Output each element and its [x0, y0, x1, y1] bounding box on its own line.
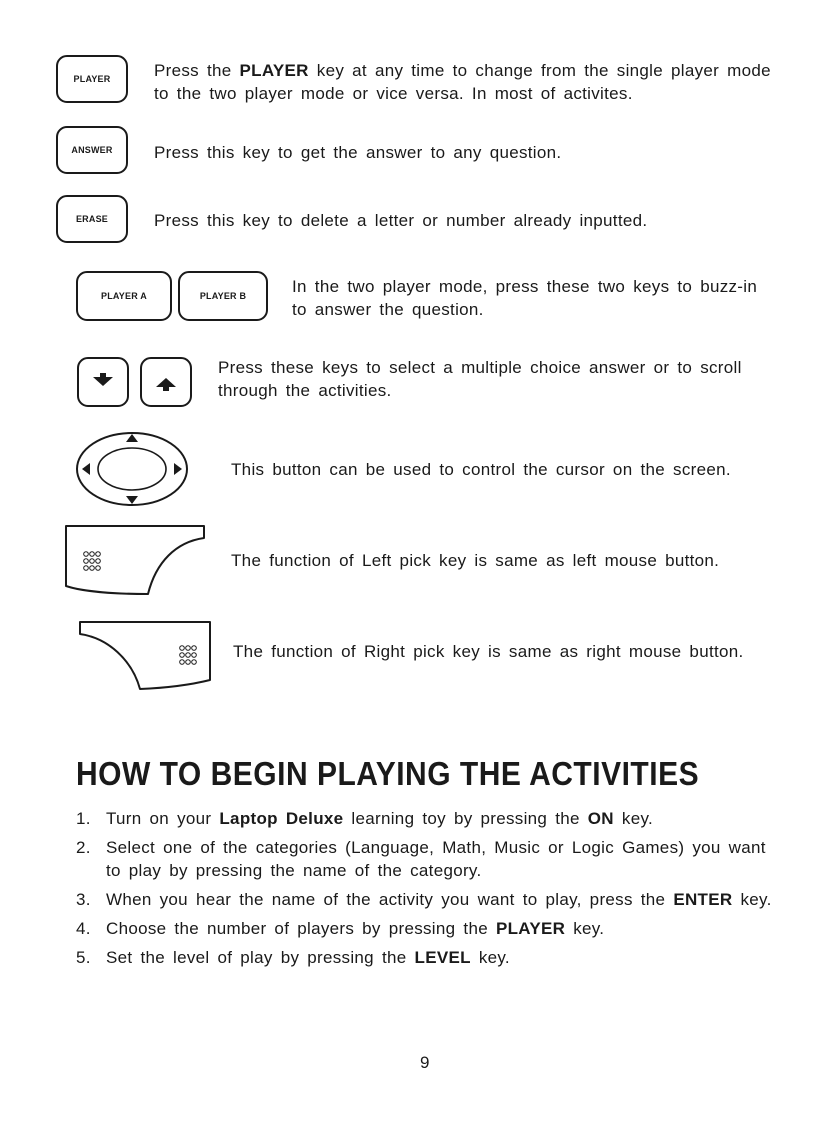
section-heading: HOW TO BEGIN PLAYING THE ACTIVITIES	[76, 756, 700, 793]
down-arrow-icon	[92, 373, 114, 391]
left-pick-description: The function of Left pick key is same as left mouse button.	[231, 551, 720, 570]
erase-key-label: ERASE	[75, 214, 108, 224]
right-pick-description: The function of Right pick key is same as right mouse button.	[233, 642, 744, 661]
list-item: 1. Turn on your Laptop Deluxe learning toy by pressing the ON key.	[76, 809, 654, 828]
up-arrow-key	[140, 357, 192, 407]
list-item: 3. When you hear the name of the activity you want to play, press the ENTER key.	[76, 890, 772, 909]
erase-key-description: Press this key to delete a letter or number already inputted.	[154, 211, 648, 230]
left-pick-key-icon	[58, 520, 214, 598]
down-arrow-key	[77, 357, 129, 407]
steps-list	[76, 807, 776, 975]
player-key-description: Press the PLAYER key at any time to change from the single player mode to the two player mode or vice versa. In most of activites.	[154, 61, 771, 103]
player-key	[56, 55, 128, 103]
up-arrow-icon	[155, 373, 177, 391]
erase-key	[56, 195, 128, 243]
player-a-key-label: PLAYER A	[101, 291, 147, 301]
answer-key-description: Press this key to get the answer to any question.	[154, 143, 562, 162]
cursor-pad-icon	[74, 430, 190, 508]
answer-key	[56, 126, 128, 174]
cursor-pad-description: This button can be used to control the cursor on the screen.	[231, 460, 731, 479]
answer-key-label: ANSWER	[71, 145, 113, 155]
player-b-key-label: PLAYER B	[199, 291, 247, 301]
player-b-key	[178, 271, 268, 321]
player-ab-description: In the two player mode, press these two keys to buzz-in to answer the question.	[292, 277, 758, 319]
list-item: 5. Set the level of play by pressing the LEVEL key.	[76, 948, 510, 967]
right-pick-key-icon	[76, 614, 216, 694]
arrow-keys-description: Press these keys to select a multiple choice answer or to scroll through the activities.	[218, 358, 742, 400]
player-a-key	[76, 271, 172, 321]
page-number: 9	[420, 1053, 430, 1072]
player-key-label: PLAYER	[73, 74, 111, 84]
list-item: 4. Choose the number of players by pressing the PLAYER key.	[76, 919, 605, 938]
list-item: 2. Select one of the categories (Language, Math, Music or Logic Games) you want to play by pressing the name of the category.	[76, 838, 766, 880]
